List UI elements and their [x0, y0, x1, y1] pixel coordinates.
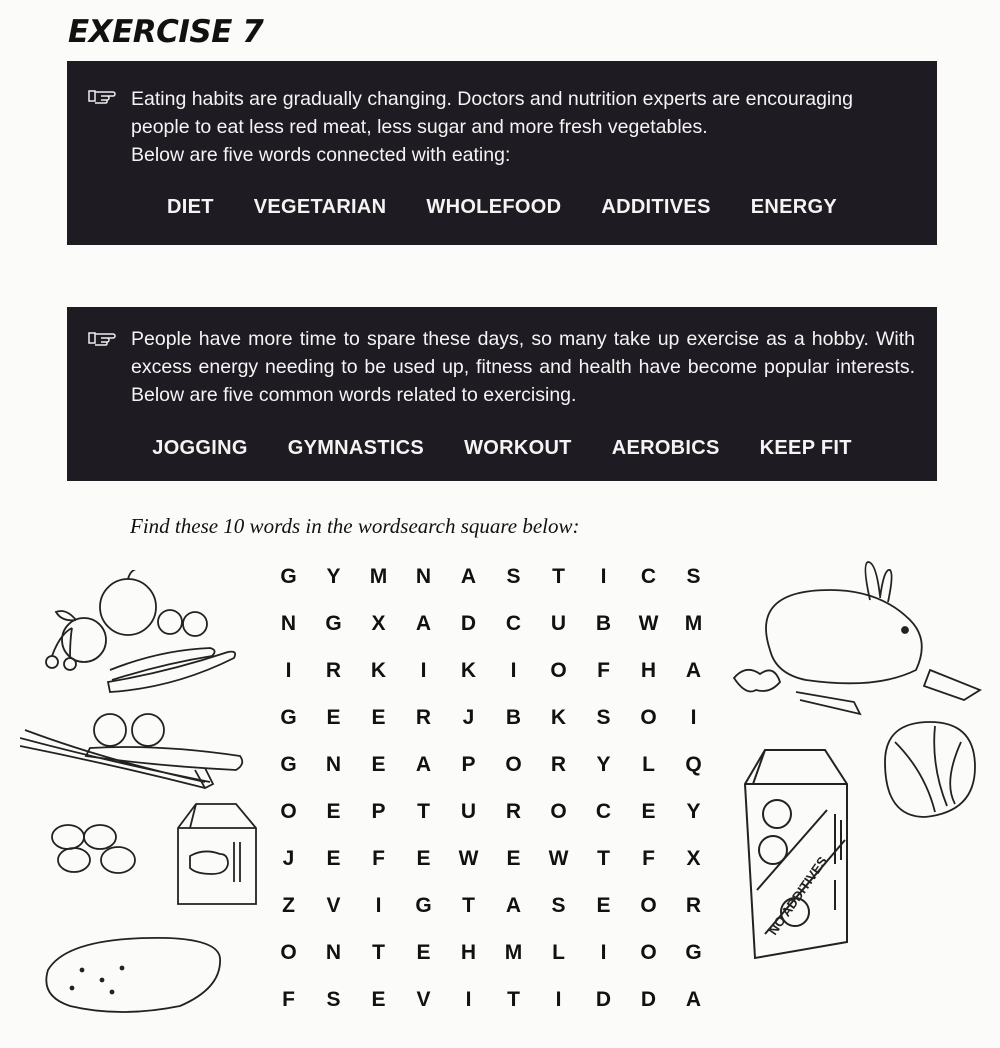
- grid-cell: W: [638, 611, 659, 635]
- no-additives-label: NO ADDITIVES: [765, 853, 831, 938]
- eating-paragraph: [131, 85, 915, 169]
- milk-carton-illustration: [170, 798, 265, 910]
- grid-cell: B: [595, 611, 612, 635]
- grid-cell: G: [415, 893, 432, 917]
- instruction-text: Find these 10 words in the wordsearch square below:: [130, 514, 580, 538]
- grid-cell: A: [685, 658, 702, 682]
- grid-cell: A: [415, 752, 432, 776]
- eating-line-1: Eating habits are gradually changing. Doctors and nutrition experts are encouraging: [131, 88, 853, 110]
- eggs-illustration: [48, 822, 143, 880]
- grid-cell: O: [550, 799, 567, 823]
- bread-illustration: [42, 930, 222, 1015]
- grid-cell: E: [416, 940, 431, 964]
- grid-cell: K: [460, 658, 477, 682]
- grid-cell: E: [371, 752, 386, 776]
- grid-cell: F: [282, 987, 295, 1011]
- exercise-title: EXERCISE 7: [68, 14, 264, 50]
- grid-cell: H: [640, 658, 657, 682]
- juice-carton-illustration: [735, 740, 870, 965]
- grid-cell: J: [462, 705, 475, 729]
- word-wholefood: WHOLEFOOD: [426, 196, 562, 218]
- grid-cell: G: [685, 940, 702, 964]
- grid-cell: T: [462, 893, 475, 917]
- grid-cell: N: [325, 752, 342, 776]
- grid-cell: Z: [282, 893, 295, 917]
- rabbit-illustration: [730, 560, 992, 725]
- grid-cell: A: [415, 611, 432, 635]
- grid-cell: S: [596, 705, 611, 729]
- grid-cell: P: [461, 752, 476, 776]
- grid-cell: O: [550, 658, 567, 682]
- grid-cell: R: [505, 799, 522, 823]
- grid-cell: B: [505, 705, 522, 729]
- grid-cell: R: [325, 658, 342, 682]
- eating-word-list: [67, 196, 937, 219]
- grid-cell: A: [505, 893, 522, 917]
- grid-cell: T: [552, 564, 565, 588]
- grid-cell: A: [460, 564, 477, 588]
- eating-line-2: people to eat less red meat, less sugar and more fresh vegetables.: [131, 116, 708, 138]
- grid-cell: E: [326, 705, 341, 729]
- grid-cell: E: [326, 799, 341, 823]
- grid-cell: Q: [685, 752, 702, 776]
- grid-cell: W: [548, 846, 569, 870]
- grid-cell: T: [507, 987, 520, 1011]
- grid-cell: E: [596, 893, 611, 917]
- grid-cell: E: [641, 799, 656, 823]
- grid-cell: I: [465, 987, 472, 1011]
- grid-cell: I: [600, 940, 607, 964]
- grid-cell: O: [640, 940, 657, 964]
- grid-cell: T: [597, 846, 610, 870]
- grid-cell: O: [505, 752, 522, 776]
- grid-cell: Y: [686, 799, 701, 823]
- grid-cell: I: [690, 705, 697, 729]
- word-gymnastics: GYMNASTICS: [287, 437, 425, 459]
- grid-cell: S: [506, 564, 521, 588]
- word-aerobics: AEROBICS: [611, 437, 720, 459]
- grid-cell: I: [285, 658, 292, 682]
- grid-cell: E: [371, 987, 386, 1011]
- grid-cell: I: [555, 987, 562, 1011]
- grid-cell: K: [370, 658, 387, 682]
- fruit-illustration: [40, 570, 240, 695]
- grid-cell: I: [420, 658, 427, 682]
- grid-cell: L: [642, 752, 655, 776]
- grid-cell: E: [371, 705, 386, 729]
- word-workout: WORKOUT: [464, 437, 572, 459]
- grid-cell: E: [416, 846, 431, 870]
- grid-cell: E: [506, 846, 521, 870]
- grid-cell: U: [550, 611, 567, 635]
- grid-cell: M: [504, 940, 523, 964]
- grid-cell: S: [686, 564, 701, 588]
- grid-cell: M: [369, 564, 388, 588]
- grid-cell: G: [280, 564, 297, 588]
- pointing-hand-icon: [87, 87, 121, 105]
- exercise-paragraph: People have more time to spare these days, so many take up exercise as a hobby. With excess energy needing to be used up, fitness and health have become popular interests. Below are five common words related to exercising.: [131, 328, 915, 406]
- grid-cell: F: [597, 658, 610, 682]
- cabbage-illustration: [865, 712, 980, 822]
- grid-cell: C: [595, 799, 612, 823]
- grid-cell: V: [326, 893, 341, 917]
- grid-cell: M: [684, 611, 703, 635]
- grid-cell: T: [372, 940, 385, 964]
- eating-info-box: [67, 61, 937, 245]
- grid-cell: G: [280, 705, 297, 729]
- word-energy: ENERGY: [750, 196, 837, 218]
- grid-cell: S: [551, 893, 566, 917]
- grid-cell: R: [415, 705, 432, 729]
- grid-cell: G: [280, 752, 297, 776]
- exercise-word-list: [67, 437, 937, 460]
- word-diet: DIET: [167, 196, 214, 218]
- grid-cell: X: [686, 846, 701, 870]
- grid-cell: W: [458, 846, 479, 870]
- grid-cell: Y: [596, 752, 611, 776]
- grid-cell: O: [640, 705, 657, 729]
- grid-cell: C: [640, 564, 657, 588]
- word-jogging: JOGGING: [152, 437, 248, 459]
- grid-cell: F: [372, 846, 385, 870]
- grid-cell: U: [460, 799, 477, 823]
- grid-cell: J: [282, 846, 295, 870]
- grid-cell: I: [375, 893, 382, 917]
- grid-cell: O: [640, 893, 657, 917]
- grid-cell: S: [326, 987, 341, 1011]
- word-additives: ADDITIVES: [601, 196, 711, 218]
- grid-cell: A: [685, 987, 702, 1011]
- grid-cell: H: [460, 940, 477, 964]
- grid-cell: F: [642, 846, 655, 870]
- grid-cell: O: [280, 799, 297, 823]
- exercise-info-box: [67, 307, 937, 481]
- grid-cell: R: [550, 752, 567, 776]
- grid-cell: O: [280, 940, 297, 964]
- grid-cell: N: [325, 940, 342, 964]
- grid-cell: N: [415, 564, 432, 588]
- pointing-hand-icon: [87, 329, 121, 347]
- wordsearch-grid: [266, 553, 716, 1023]
- grid-cell: T: [417, 799, 430, 823]
- grid-cell: G: [325, 611, 342, 635]
- eating-line-3: Below are five words connected with eating:: [131, 144, 511, 166]
- grid-cell: P: [371, 799, 386, 823]
- vegetables-illustration: [20, 710, 245, 790]
- grid-cell: R: [685, 893, 702, 917]
- grid-cell: Y: [326, 564, 341, 588]
- grid-cell: I: [600, 564, 607, 588]
- grid-cell: D: [595, 987, 612, 1011]
- grid-cell: V: [416, 987, 431, 1011]
- grid-cell: D: [640, 987, 657, 1011]
- grid-cell: L: [552, 940, 565, 964]
- grid-cell: C: [505, 611, 522, 635]
- grid-cell: K: [550, 705, 567, 729]
- word-vegetarian: VEGETARIAN: [253, 196, 387, 218]
- grid-cell: I: [510, 658, 517, 682]
- grid-cell: N: [280, 611, 297, 635]
- grid-cell: X: [371, 611, 386, 635]
- grid-cell: E: [326, 846, 341, 870]
- word-keep-fit: KEEP FIT: [759, 437, 852, 459]
- grid-cell: D: [460, 611, 477, 635]
